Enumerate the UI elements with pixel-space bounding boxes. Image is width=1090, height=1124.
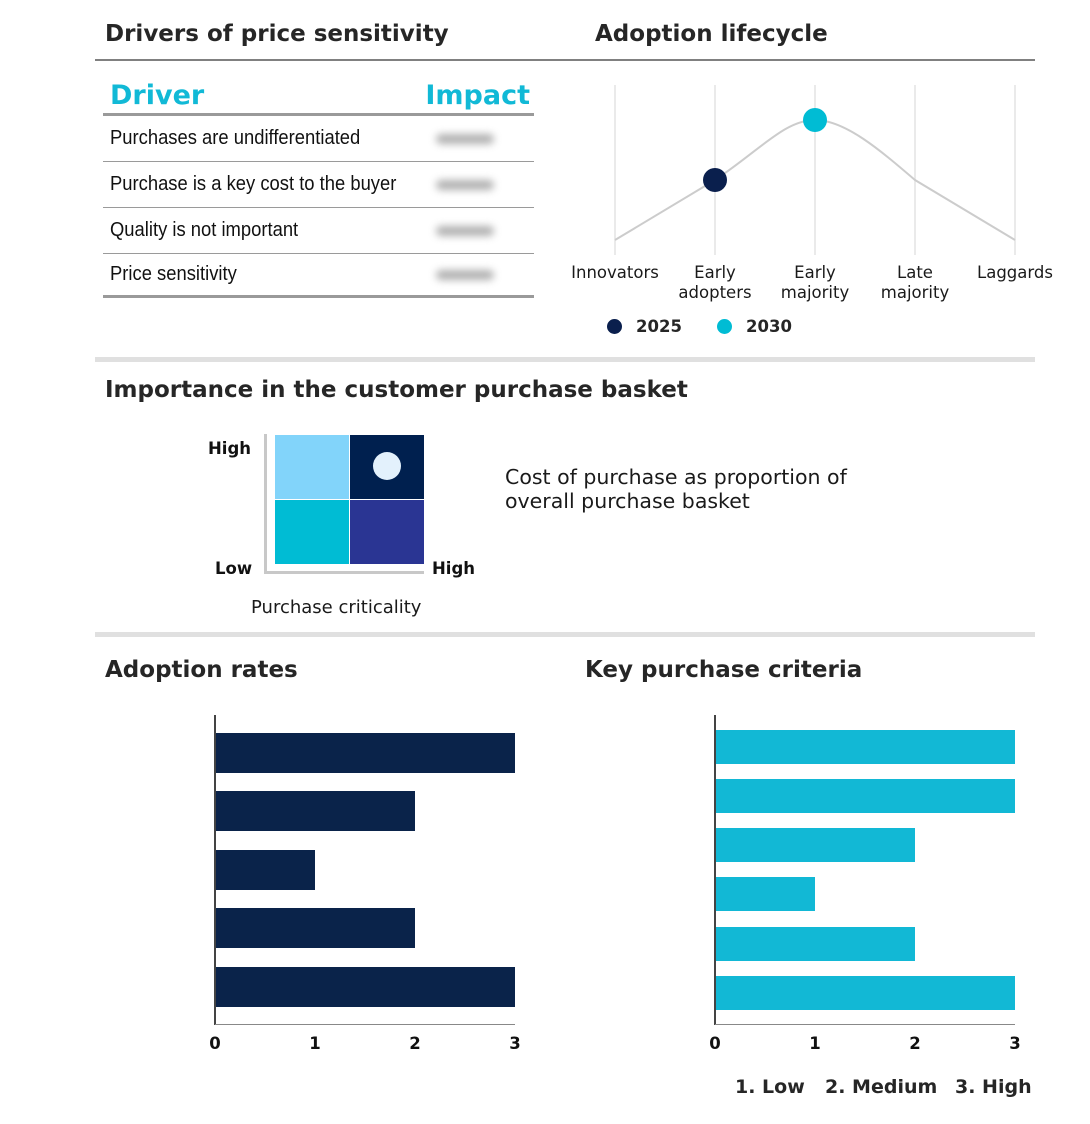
scale-note-low: 1. Low — [735, 1076, 805, 1098]
impact-value-blurred — [436, 134, 494, 144]
impact-value-blurred — [436, 270, 494, 280]
lifecycle-title: Adoption lifecycle — [595, 21, 828, 47]
driver-label: Price sensitivity — [110, 263, 237, 285]
legend-dot-icon — [717, 319, 732, 334]
bar-quality — [716, 779, 1015, 813]
x-axis-line — [264, 571, 424, 574]
driver-label: Purchases are undifferentiated — [110, 127, 361, 149]
adoption-rates-title: Adoption rates — [105, 657, 298, 683]
y-axis-low-label: Low — [215, 559, 253, 578]
bar-innovation — [716, 927, 915, 961]
legend-2030: 2030 — [717, 317, 792, 336]
scale-note-high: 3. High — [955, 1076, 1032, 1098]
marker-2030 — [803, 108, 827, 132]
y-axis-line — [264, 434, 267, 574]
lifecycle-curve — [560, 80, 1070, 260]
x-tick: 0 — [209, 1034, 221, 1053]
bar-regulatory — [716, 976, 1015, 1010]
bar-service — [716, 828, 915, 862]
x-axis-high-label: High — [432, 559, 476, 578]
legend-dot-icon — [607, 319, 622, 334]
x-tick: 2 — [409, 1034, 421, 1053]
x-tick: 1 — [809, 1034, 821, 1053]
legend-2025: 2025 — [607, 317, 682, 336]
quadrant-top-left — [275, 435, 349, 499]
stage-label-laggards: Laggards — [977, 263, 1053, 282]
position-marker-icon — [373, 452, 401, 480]
adoption-lifecycle-chart — [560, 80, 1070, 350]
section-divider — [95, 632, 1035, 637]
table-row — [103, 116, 534, 162]
bar-saudi-arabia — [216, 733, 515, 773]
bar-reliability — [716, 877, 815, 911]
bar-kuwait — [216, 908, 415, 948]
drivers-table — [103, 70, 534, 298]
impact-value-blurred — [436, 226, 494, 236]
bar-uae — [216, 791, 415, 831]
x-tick: 0 — [709, 1034, 721, 1053]
bar-qatar — [216, 850, 315, 890]
y-axis-high-label: High — [208, 439, 252, 458]
drivers-table-header — [103, 70, 534, 116]
section-divider — [95, 357, 1035, 362]
x-tick: 3 — [1009, 1034, 1021, 1053]
drivers-title: Drivers of price sensitivity — [105, 21, 449, 47]
quadrant-bottom-left — [275, 500, 349, 564]
kpc-title: Key purchase criteria — [585, 657, 863, 683]
table-row — [103, 208, 534, 254]
x-tick: 1 — [309, 1034, 321, 1053]
basket-title: Importance in the customer purchase basket — [105, 377, 688, 403]
x-tick: 3 — [509, 1034, 521, 1053]
bar-rest-of-gcc — [216, 967, 515, 1007]
impact-column-header: Impact — [425, 80, 530, 111]
x-axis — [215, 1024, 515, 1025]
stage-label-late-majority: Late majority — [880, 263, 950, 302]
x-axis-title: Purchase criticality — [251, 597, 422, 618]
x-axis — [715, 1024, 1015, 1025]
table-row — [103, 162, 534, 208]
driver-label: Quality is not important — [110, 219, 299, 241]
x-tick: 2 — [909, 1034, 921, 1053]
quadrant-bottom-right — [350, 500, 424, 564]
bar-price — [716, 730, 1015, 764]
scale-note-medium: 2. Medium — [825, 1076, 938, 1098]
stage-label-innovators: Innovators — [571, 263, 659, 282]
driver-column-header: Driver — [110, 80, 205, 111]
marker-2025 — [703, 168, 727, 192]
stage-label-early-adopters: Early adopters — [678, 263, 752, 302]
header-rule — [95, 59, 1035, 61]
purchase-basket-matrix — [195, 430, 495, 630]
y-axis-description: Cost of purchase as proportion of overall purchase basket — [505, 465, 847, 513]
impact-value-blurred — [436, 180, 494, 190]
table-row — [103, 254, 534, 298]
stage-label-early-majority: Early majority — [780, 263, 850, 302]
driver-label: Purchase is a key cost to the buyer — [110, 173, 397, 195]
